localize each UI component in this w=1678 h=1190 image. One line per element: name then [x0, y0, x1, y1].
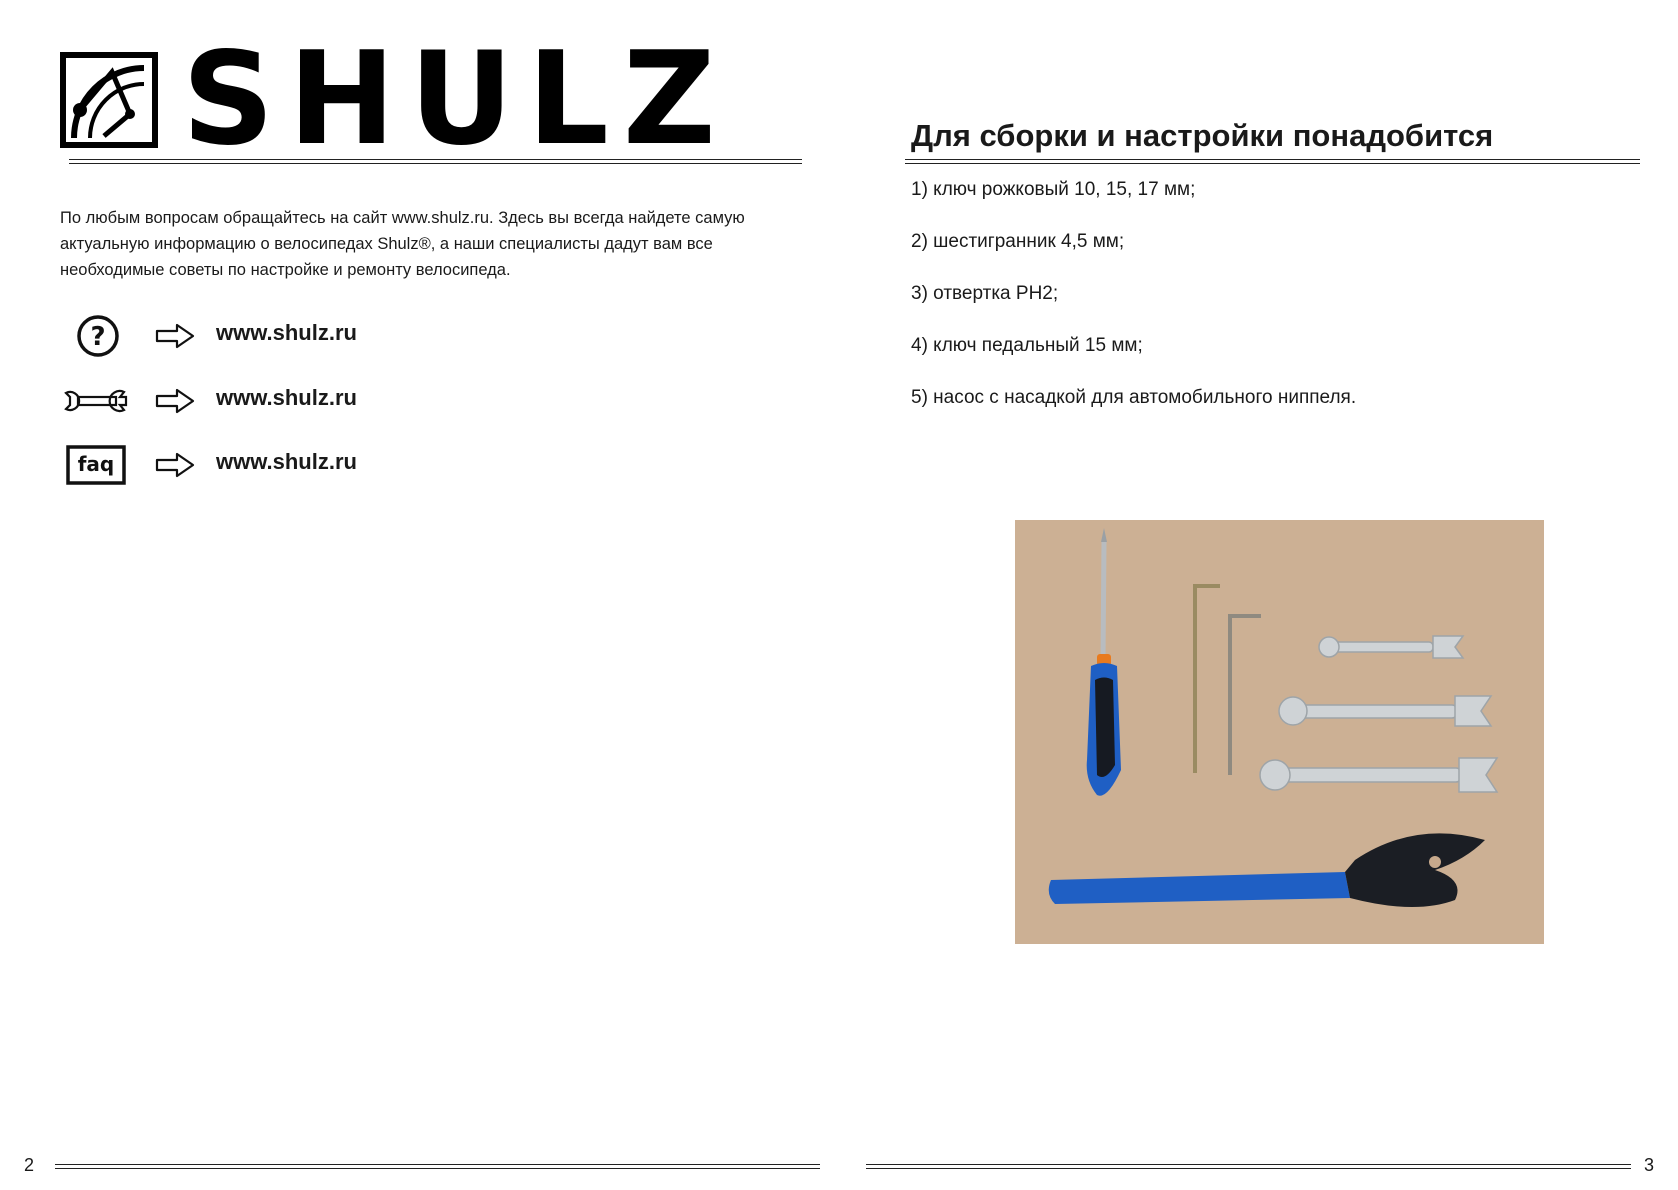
header-divider [69, 159, 802, 164]
page-number-left: 2 [24, 1155, 35, 1175]
contact-row-service [60, 377, 480, 425]
list-item: 2) шестигранник 4,5 мм; [911, 231, 1125, 252]
wrench-icon [60, 377, 132, 425]
brand-wordmark: SHULZ [182, 25, 730, 174]
tools-heading: Для сборки и настройки понадобится [911, 118, 1494, 153]
list-item: 5) насос с насадкой для автомобильного ниппеля. [911, 387, 1357, 408]
list-item: 1) ключ рожковый 10, 15, 17 мм; [911, 179, 1196, 200]
list-item: 3) отвертка PH2; [911, 283, 1059, 304]
list-item: 4) ключ педальный 15 мм; [911, 335, 1143, 356]
contact-row-faq [60, 441, 480, 489]
faq-link[interactable]: www.shulz.ru [216, 449, 357, 474]
page-number-right: 3 [1644, 1155, 1655, 1175]
service-link[interactable]: www.shulz.ru [216, 385, 357, 410]
footer-divider-left [55, 1164, 820, 1169]
svg-text:?: ? [90, 322, 106, 352]
bicycle-emblem-icon [60, 52, 158, 148]
arrow-right-icon [155, 388, 195, 414]
contact-row-support [60, 312, 480, 360]
arrow-right-icon [155, 452, 195, 478]
question-circle-icon [60, 312, 132, 360]
tools-heading-divider [905, 159, 1640, 164]
brand-logo [60, 25, 800, 174]
tools-photo [1015, 520, 1544, 944]
footer-divider-right [866, 1164, 1631, 1169]
arrow-right-icon [155, 323, 195, 349]
svg-text:faq: faq [77, 452, 115, 476]
support-link[interactable]: www.shulz.ru [216, 320, 357, 345]
tools-list [911, 178, 1611, 438]
intro-paragraph: По любым вопросам обращайтесь на сайт www.shulz.ru. Здесь вы всегда найдете самую актуальную информацию о велосипедах Shulz®, а наши специалисты дадут вам все необходимые советы по настройке и ремонту велосипеда. [60, 209, 745, 279]
faq-icon [60, 441, 132, 489]
